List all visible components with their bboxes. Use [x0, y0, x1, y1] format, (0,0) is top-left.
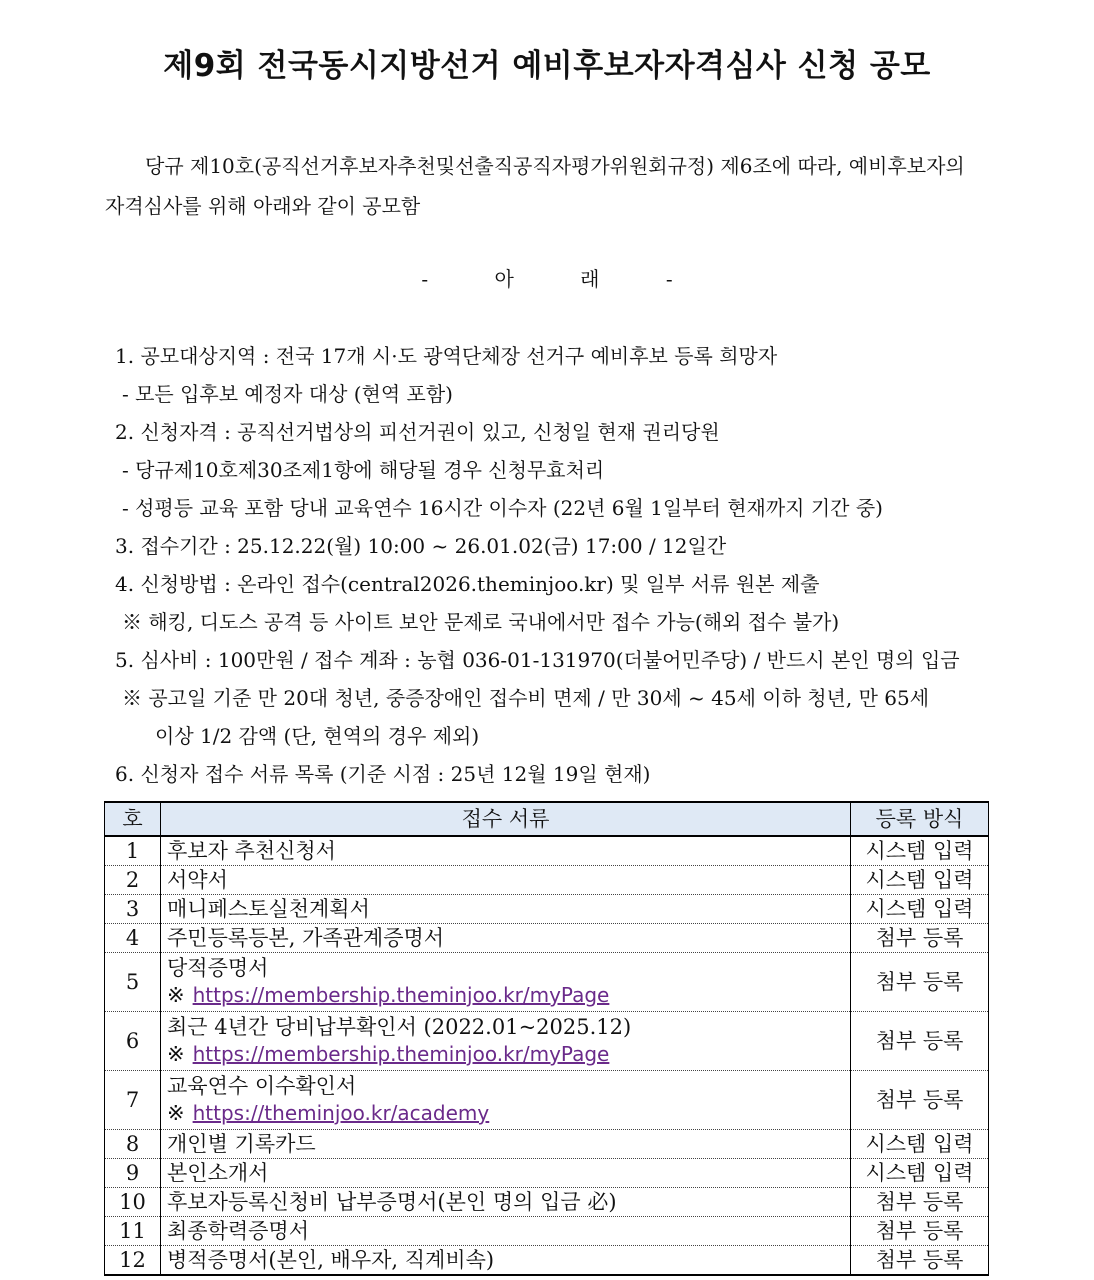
row-document: 최근 4년간 당비납부확인서 (2022.01~2025.12)	[167, 1015, 632, 1039]
row-method: 시스템 입력	[851, 866, 989, 895]
table-row	[105, 866, 989, 895]
row-no: 12	[105, 1246, 161, 1276]
row-document: 후보자등록신청비 납부증명서(본인 명의 입금 必)	[161, 1188, 851, 1217]
table-header-row	[105, 802, 989, 836]
row-method: 시스템 입력	[851, 1130, 989, 1159]
reference-mark: ※	[167, 1042, 185, 1066]
row-method: 시스템 입력	[851, 836, 989, 866]
row-method: 첨부 등록	[851, 1071, 989, 1130]
row-no: 9	[105, 1159, 161, 1188]
row-method: 시스템 입력	[851, 1159, 989, 1188]
row-document: 당적증명서	[167, 956, 269, 980]
row-document: 후보자 추천신청서	[161, 836, 851, 866]
header-no: 호	[105, 802, 161, 836]
row-method: 첨부 등록	[851, 1012, 989, 1071]
row-no: 7	[105, 1071, 161, 1130]
row-document: 본인소개서	[161, 1159, 851, 1188]
intro-paragraph: 당규 제10호(공직선거후보자추천및선출직공직자평가위원회규정) 제6조에 따라, 예비후보자의 자격심사를 위해 아래와 같이 공모함	[105, 154, 965, 218]
row-method: 첨부 등록	[851, 1217, 989, 1246]
item-5-note: ※ 공고일 기준 만 20대 청년, 중증장애인 접수비 면제 / 만 30세 ~ 45세 이하 청년, 만 65세	[122, 686, 930, 710]
table-row	[105, 1071, 989, 1130]
row-no: 10	[105, 1188, 161, 1217]
row-no: 5	[105, 953, 161, 1012]
row-no: 11	[105, 1217, 161, 1246]
table-row	[105, 1246, 989, 1276]
table-row	[105, 1130, 989, 1159]
table-row	[105, 953, 989, 1012]
item-3-period: 3. 접수기간 : 25.12.22(월) 10:00 ~ 26.01.02(금) 17:00 / 12일간	[115, 534, 727, 558]
table-row	[105, 1159, 989, 1188]
row-method: 시스템 입력	[851, 895, 989, 924]
item-1-note: - 모든 입후보 예정자 대상 (현역 포함)	[122, 382, 453, 406]
row-no: 2	[105, 866, 161, 895]
row-document: 개인별 기록카드	[161, 1130, 851, 1159]
reference-mark: ※	[167, 1101, 185, 1125]
row-method: 첨부 등록	[851, 1188, 989, 1217]
row-no: 4	[105, 924, 161, 953]
row-document: 교육연수 이수확인서	[167, 1074, 357, 1098]
membership-link[interactable]: https://membership.theminjoo.kr/myPage	[192, 983, 610, 1007]
page-title: 제9회 전국동시지방선거 예비후보자자격심사 신청 공모	[163, 48, 931, 84]
item-2-eligibility: 2. 신청자격 : 공직선거법상의 피선거권이 있고, 신청일 현재 권리당원	[115, 420, 720, 444]
table-row	[105, 1188, 989, 1217]
table-row	[105, 924, 989, 953]
reference-mark: ※	[167, 983, 185, 1007]
item-2-note-a: - 당규제10호제30조제1항에 해당될 경우 신청무효처리	[122, 458, 605, 482]
row-no: 3	[105, 895, 161, 924]
row-document: 최종학력증명서	[161, 1217, 851, 1246]
table-row	[105, 895, 989, 924]
item-2-note-b: - 성평등 교육 포함 당내 교육연수 16시간 이수자 (22년 6월 1일부터 현재까지 기간 중)	[122, 496, 883, 520]
row-method: 첨부 등록	[851, 924, 989, 953]
membership-link[interactable]: https://membership.theminjoo.kr/myPage	[192, 1042, 610, 1066]
table-row	[105, 1012, 989, 1071]
row-method: 첨부 등록	[851, 953, 989, 1012]
documents-table	[104, 801, 989, 1276]
item-5-fee: 5. 심사비 : 100만원 / 접수 계좌 : 농협 036-01-131970(더불어민주당) / 반드시 본인 명의 입금	[115, 648, 960, 672]
row-no: 1	[105, 836, 161, 866]
row-document: 주민등록등본, 가족관계증명서	[161, 924, 851, 953]
item-5-note-cont: 이상 1/2 감액 (단, 현역의 경우 제외)	[155, 724, 480, 748]
row-document: 병적증명서(본인, 배우자, 직계비속)	[161, 1246, 851, 1276]
academy-link[interactable]: https://theminjoo.kr/academy	[192, 1101, 490, 1125]
row-method: 첨부 등록	[851, 1246, 989, 1276]
item-1-region: 1. 공모대상지역 : 전국 17개 시·도 광역단체장 선거구 예비후보 등록 희망자	[115, 344, 778, 368]
item-4-note: ※ 해킹, 디도스 공격 등 사이트 보안 문제로 국내에서만 접수 가능(해외 접수 불가)	[122, 610, 840, 634]
table-row	[105, 1217, 989, 1246]
header-document: 접수 서류	[161, 802, 851, 836]
table-row	[105, 836, 989, 866]
row-no: 8	[105, 1130, 161, 1159]
item-6-documents: 6. 신청자 접수 서류 목록 (기준 시점 : 25년 12월 19일 현재)	[115, 762, 651, 786]
row-document: 서약서	[161, 866, 851, 895]
header-method: 등록 방식	[851, 802, 989, 836]
item-4-method: 4. 신청방법 : 온라인 접수(central2026.theminjoo.kr) 및 일부 서류 원본 제출	[115, 572, 820, 596]
row-no: 6	[105, 1012, 161, 1071]
row-document: 매니페스토실천계획서	[161, 895, 851, 924]
section-divider: - 아 래 -	[421, 267, 673, 291]
